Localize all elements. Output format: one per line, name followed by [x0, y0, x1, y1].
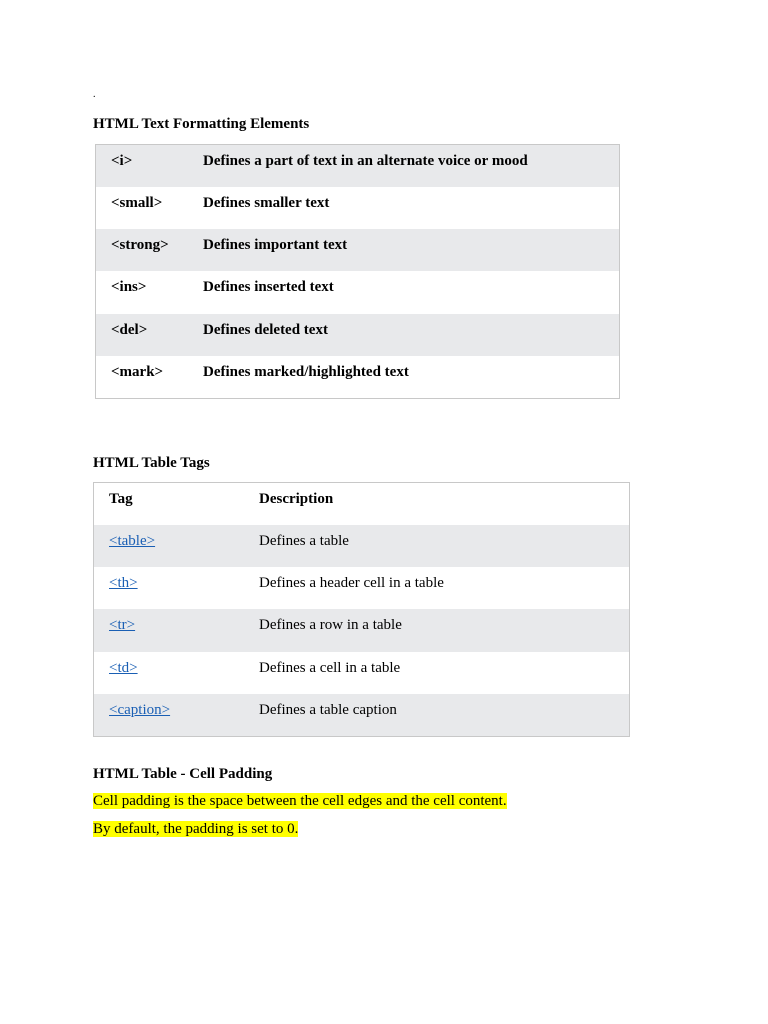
description-cell: Defines a table: [259, 532, 349, 549]
tag-link-table[interactable]: <table>: [109, 532, 156, 549]
tag-cell: [94, 609, 260, 651]
column-header-tag: Tag: [109, 491, 133, 507]
description-cell: Defines important text: [203, 237, 348, 254]
description-cell: Defines a row in a table: [259, 617, 402, 634]
tag-cell: <small>: [111, 194, 163, 211]
tag-cell: [94, 567, 260, 609]
stray-dot: .: [93, 89, 96, 100]
table-row: [94, 609, 630, 651]
table-row: [94, 652, 630, 694]
formatting-elements-table: [95, 144, 620, 399]
description-cell: Defines smaller text: [203, 194, 330, 211]
table-row: [96, 271, 620, 313]
table-row: [94, 525, 630, 567]
table-header-row: [94, 483, 630, 525]
tag-link-td[interactable]: <td>: [109, 659, 138, 676]
table-row: [96, 356, 620, 398]
table-row: [94, 694, 630, 736]
description-cell: Defines a header cell in a table: [259, 575, 444, 592]
table-row: [96, 314, 620, 356]
tag-cell: [94, 694, 260, 736]
description-cell: Defines inserted text: [203, 279, 334, 296]
tag-cell: <i>: [111, 153, 133, 169]
table-row: [94, 567, 630, 609]
description-cell: Defines a table caption: [259, 701, 397, 718]
tag-cell: [94, 525, 260, 567]
tag-cell: <mark>: [111, 363, 164, 380]
tag-cell: <del>: [111, 321, 148, 338]
tag-link-tr[interactable]: <tr>: [109, 617, 136, 634]
description-cell: Defines a cell in a table: [259, 659, 401, 676]
table-row: [96, 145, 620, 187]
highlighted-paragraph: By default, the padding is set to 0.: [93, 821, 299, 837]
section-title-formatting: HTML Text Formatting Elements: [93, 116, 310, 132]
column-header-description: Description: [259, 491, 334, 507]
tag-cell: [94, 652, 260, 694]
table-row: [96, 229, 620, 271]
tag-link-th[interactable]: <th>: [109, 575, 138, 592]
tag-cell: <ins>: [111, 279, 147, 296]
description-cell: Defines a part of text in an alternate voice or mood: [203, 153, 528, 169]
highlighted-paragraph: Cell padding is the space between the cell edges and the cell content.: [93, 793, 507, 809]
tag-cell: <strong>: [111, 237, 169, 254]
description-cell: Defines deleted text: [203, 321, 328, 338]
section-title-cell-padding: HTML Table - Cell Padding: [93, 766, 273, 782]
table-tags-table: [93, 482, 630, 737]
description-cell: Defines marked/highlighted text: [203, 363, 409, 380]
section-title-table-tags: HTML Table Tags: [93, 455, 210, 471]
tag-link-caption[interactable]: <caption>: [109, 701, 171, 718]
table-row: [96, 187, 620, 229]
